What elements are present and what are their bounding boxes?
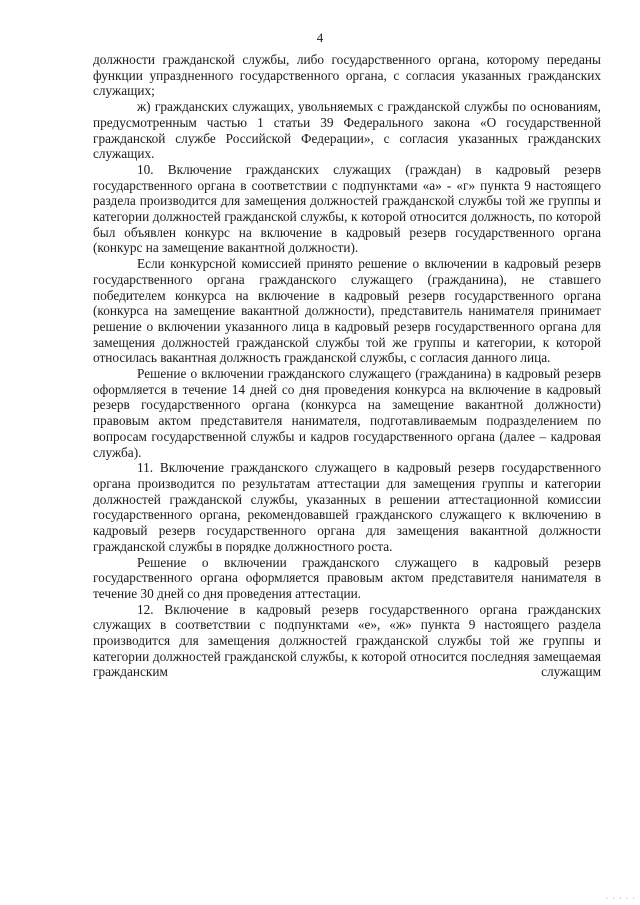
paragraph-5: Решение о включении гражданского служащего (гражданина) в кадровый резерв оформляется в течение 14 дней со дня проведения конкурса на включение в кадровый резерв государственного органа (конкурса на замещение вакантной должности) правовым актом представителя нанимателя, подготавливаемым подразделением по вопросам государственной службы и кадров государственного органа (далее – кадровая служба). [93,366,601,460]
paragraph-4: Если конкурсной комиссией принято решение о включении в кадровый резерв государственного органа гражданского служащего (гражданина), не ставшего победителем конкурса на включение в кадровый резерв государственного органа (конкурса на замещение вакантной должности), представитель нанимателя принимает решение о включении указанного лица в кадровый резерв государственного органа для замещения должностей гражданской службы той же группы и категории, к которой относилась вакантная должность гражданской службы, с согласия данного лица. [93,256,601,366]
page-number: 4 [316,30,324,45]
paragraph-6: 11. Включение гражданского служащего в кадровый резерв государственного органа производится по результатам аттестации для замещения группы и категории должностей гражданской службы, указанных в решении аттестационной комиссии государственного органа, рекомендовавшей гражданского служащего к включению в кадровый резерв государственного органа для замещения вакантной должности гражданской службы в порядке должностного роста. [93,460,601,554]
document-body [93,52,601,680]
paragraph-3: 10. Включение гражданских служащих (граждан) в кадровый резерв государственного органа в соответствии с подпунктами «а» - «г» пункта 9 настоящего раздела производится для замещения должностей гражданской службы той же группы и категории должностей гражданской службы, к которой относится должность, по которой был объявлен конкурс на включение в кадровый резерв государственного органа (конкурс на замещение вакантной должности). [93,161,601,256]
paragraph-8: 12. Включение в кадровый резерв государственного органа гражданских служащих в соответствии с подпунктами «е», «ж» пункта 9 настоящего раздела производится для замещения должностей гражданской службы той же группы и категории должностей гражданской службы, к которой относится последняя замещаемая гражданским служащим [93,601,601,680]
paragraph-1: должности гражданской службы, либо государственного органа, которому переданы функции упраздненного государственного органа, с согласия указанных гражданских служащих; [93,52,601,99]
scan-edge-mark: · · · · · [605,894,636,903]
paragraph-7: Решение о включении гражданского служащего в кадровый резерв государственного органа оформляется правовым актом представителя нанимателя в течение 30 дней со дня проведения аттестации. [93,554,601,601]
paragraph-2: ж) гражданских служащих, увольняемых с гражданской службы по основаниям, предусмотренным частью 1 статьи 39 Федерального закона «О государственной гражданской службе Российской Федерации», с согласия указанных гражданских служащих. [93,99,601,162]
